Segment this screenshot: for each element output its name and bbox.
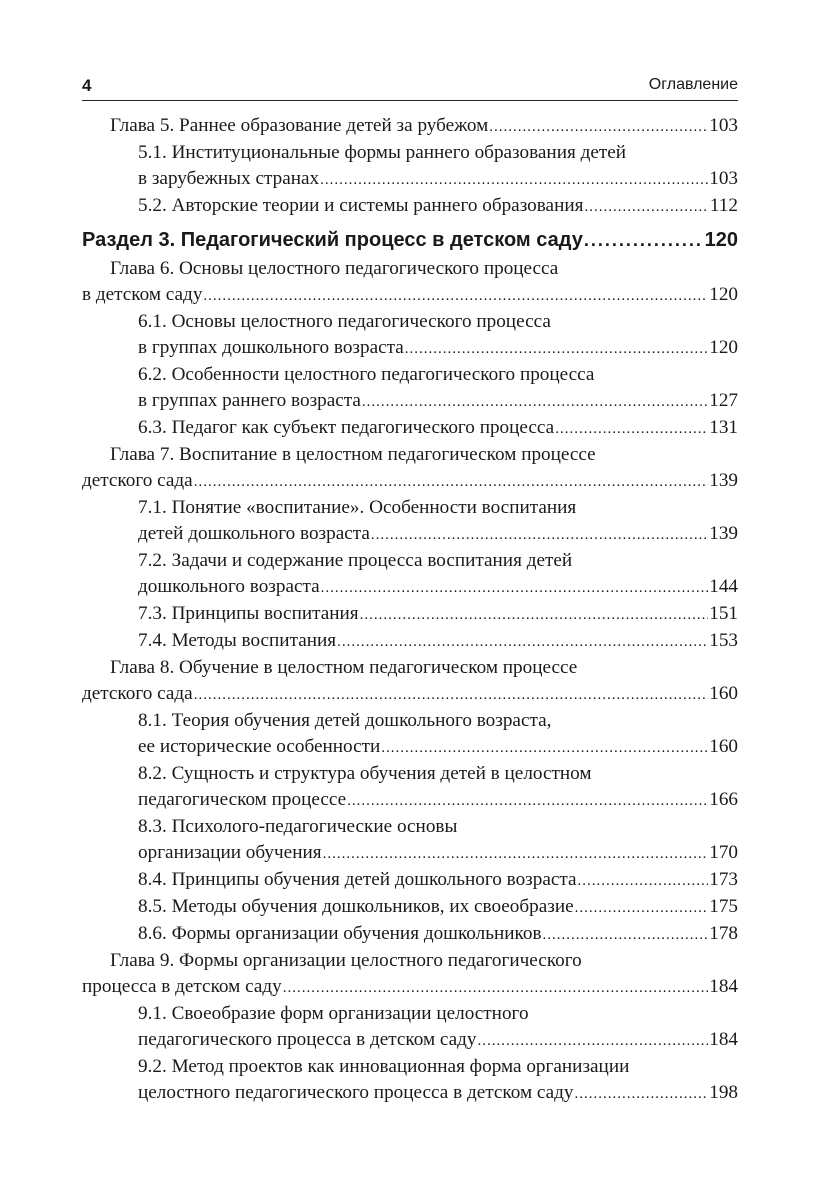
dot-leader [323, 841, 709, 867]
toc-entry-title-cont: в зарубежных странах [138, 168, 320, 189]
toc-entry-title: Глава 7. Воспитание в целостном педагогическом процессе [110, 444, 596, 465]
toc-entry-8-6[interactable] [82, 921, 738, 948]
toc-entry-title-cont: в детском саду [82, 284, 203, 305]
toc-entry-title: 8.2. Сущность и структура обучения детей в целостном [138, 763, 592, 784]
toc-entry-title-cont: в группах раннего возраста [138, 390, 361, 411]
toc-entry-title-cont: процесса в детском саду [82, 976, 282, 997]
toc-entry-title: Глава 5. Раннее образование детей за рубежом [110, 115, 489, 136]
toc-entry-title: 7.4. Методы воспитания [138, 630, 337, 651]
toc-page-number: 103 [709, 115, 738, 136]
toc-entry-7-2[interactable] [82, 548, 738, 601]
toc-entry-6-1[interactable] [82, 309, 738, 362]
toc-page-number: 184 [709, 976, 738, 997]
toc-page-number: 144 [709, 576, 738, 597]
toc-page-number: 153 [709, 630, 738, 651]
dot-leader [203, 283, 708, 309]
toc-entry-title-cont: в группах дошкольного возраста [138, 337, 404, 358]
toc-page-number: 127 [709, 390, 738, 411]
dot-leader [360, 602, 709, 628]
toc-page-number: 131 [709, 417, 738, 438]
dot-leader [584, 226, 704, 254]
toc-entry-title: 6.3. Педагог как субъект педагогического процесса [138, 417, 555, 438]
toc-entry-title: 7.2. Задачи и содержание процесса воспитания детей [138, 550, 573, 571]
toc-entry-9-1[interactable] [82, 1001, 738, 1054]
dot-leader [555, 416, 708, 442]
toc-entry-title: 7.3. Принципы воспитания [138, 603, 359, 624]
toc-entry-8-5[interactable] [82, 894, 738, 921]
page-number: 4 [82, 76, 92, 95]
toc-entry-chapter-6[interactable] [82, 256, 738, 309]
dot-leader [321, 575, 709, 601]
toc-entry-title: 8.5. Методы обучения дошкольников, их своеобразие [138, 896, 574, 917]
toc-entry-title: 9.2. Метод проектов как инновационная форма организации [138, 1056, 630, 1077]
dot-leader [489, 114, 708, 140]
running-title: Оглавление [648, 76, 738, 93]
toc-page-number: 198 [709, 1082, 738, 1103]
dot-leader [543, 922, 709, 948]
toc-page-number: 120 [709, 284, 738, 305]
toc-entry-6-2[interactable] [82, 362, 738, 415]
toc-entry-title: 8.1. Теория обучения детей дошкольного возраста, [138, 710, 552, 731]
toc-entry-8-3[interactable] [82, 814, 738, 867]
toc-entry-title-cont: детского сада [82, 470, 193, 491]
dot-leader [584, 194, 708, 220]
toc-entry-title-cont: ее исторические особенности [138, 736, 381, 757]
toc-entry-title: 8.4. Принципы обучения детей дошкольного возраста [138, 869, 577, 890]
toc-entry-title: 9.1. Своеобразие форм организации целостного [138, 1003, 529, 1024]
dot-leader [347, 788, 708, 814]
toc-entry-7-3[interactable] [82, 601, 738, 628]
dot-leader [575, 895, 709, 921]
toc-entry-7-4[interactable] [82, 628, 738, 655]
table-of-contents [82, 113, 738, 1107]
toc-entry-title-cont: дошкольного возраста [138, 576, 320, 597]
toc-entry-title-cont: организации обучения [138, 842, 322, 863]
toc-entry-title: 5.1. Институциональные формы раннего образования детей [138, 142, 627, 163]
toc-page-number: 120 [704, 229, 738, 251]
dot-leader [362, 389, 708, 415]
toc-entry-title: Глава 6. Основы целостного педагогического процесса [110, 258, 559, 279]
toc-page-number: 178 [709, 923, 738, 944]
toc-entry-chapter-8[interactable] [82, 655, 738, 708]
toc-entry-5-1[interactable] [82, 140, 738, 193]
toc-entry-9-2[interactable] [82, 1054, 738, 1107]
dot-leader [478, 1028, 709, 1054]
toc-page-number: 170 [709, 842, 738, 863]
dot-leader [575, 1081, 709, 1107]
toc-entry-title: Глава 8. Обучение в целостном педагогическом процессе [110, 657, 578, 678]
toc-entry-title: 6.1. Основы целостного педагогического процесса [138, 311, 551, 332]
toc-entry-7-1[interactable] [82, 495, 738, 548]
toc-entry-5-2[interactable] [82, 193, 738, 220]
toc-page-number: 151 [709, 603, 738, 624]
toc-entry-title-cont: педагогическом процессе [138, 789, 347, 810]
toc-entry-8-1[interactable] [82, 708, 738, 761]
toc-entry-title-cont: педагогического процесса в детском саду [138, 1029, 477, 1050]
toc-page-number: 139 [709, 523, 738, 544]
toc-entry-chapter-7[interactable] [82, 442, 738, 495]
toc-entry-6-3[interactable] [82, 415, 738, 442]
dot-leader [578, 868, 709, 894]
dot-leader [320, 167, 708, 193]
toc-entry-title: Раздел 3. Педагогический процесс в детском саду [82, 229, 583, 251]
toc-entry-title-cont: детского сада [82, 683, 193, 704]
toc-page-number: 139 [709, 470, 738, 491]
toc-entry-chapter-5[interactable] [82, 113, 738, 140]
toc-entry-title: 8.6. Формы организации обучения дошкольников [138, 923, 542, 944]
toc-entry-chapter-9[interactable] [82, 948, 738, 1001]
toc-page-number: 103 [709, 168, 738, 189]
toc-entry-title-cont: детей дошкольного возраста [138, 523, 370, 544]
toc-entry-title: 5.2. Авторские теории и системы раннего образования [138, 195, 584, 216]
toc-entry-title: 8.3. Психолого-педагогические основы [138, 816, 458, 837]
toc-entry-part-3[interactable] [82, 226, 738, 254]
dot-leader [194, 682, 709, 708]
toc-page-number: 184 [709, 1029, 738, 1050]
toc-page-number: 166 [709, 789, 738, 810]
toc-entry-title: 7.1. Понятие «воспитание». Особенности воспитания [138, 497, 577, 518]
toc-entry-8-4[interactable] [82, 867, 738, 894]
toc-page-number: 120 [709, 337, 738, 358]
dot-leader [381, 735, 708, 761]
page-header [82, 74, 738, 101]
dot-leader [337, 629, 708, 655]
toc-entry-title-cont: целостного педагогического процесса в детском саду [138, 1082, 574, 1103]
toc-page-number: 160 [709, 683, 738, 704]
dot-leader [194, 469, 709, 495]
toc-page-number: 160 [709, 736, 738, 757]
toc-entry-8-2[interactable] [82, 761, 738, 814]
dot-leader [371, 522, 708, 548]
toc-entry-title: Глава 9. Формы организации целостного педагогического [110, 950, 582, 971]
toc-entry-title: 6.2. Особенности целостного педагогического процесса [138, 364, 595, 385]
toc-page-number: 175 [709, 896, 738, 917]
toc-page-number: 112 [709, 195, 738, 216]
toc-page-number: 173 [709, 869, 738, 890]
dot-leader [405, 336, 708, 362]
dot-leader [283, 975, 709, 1001]
